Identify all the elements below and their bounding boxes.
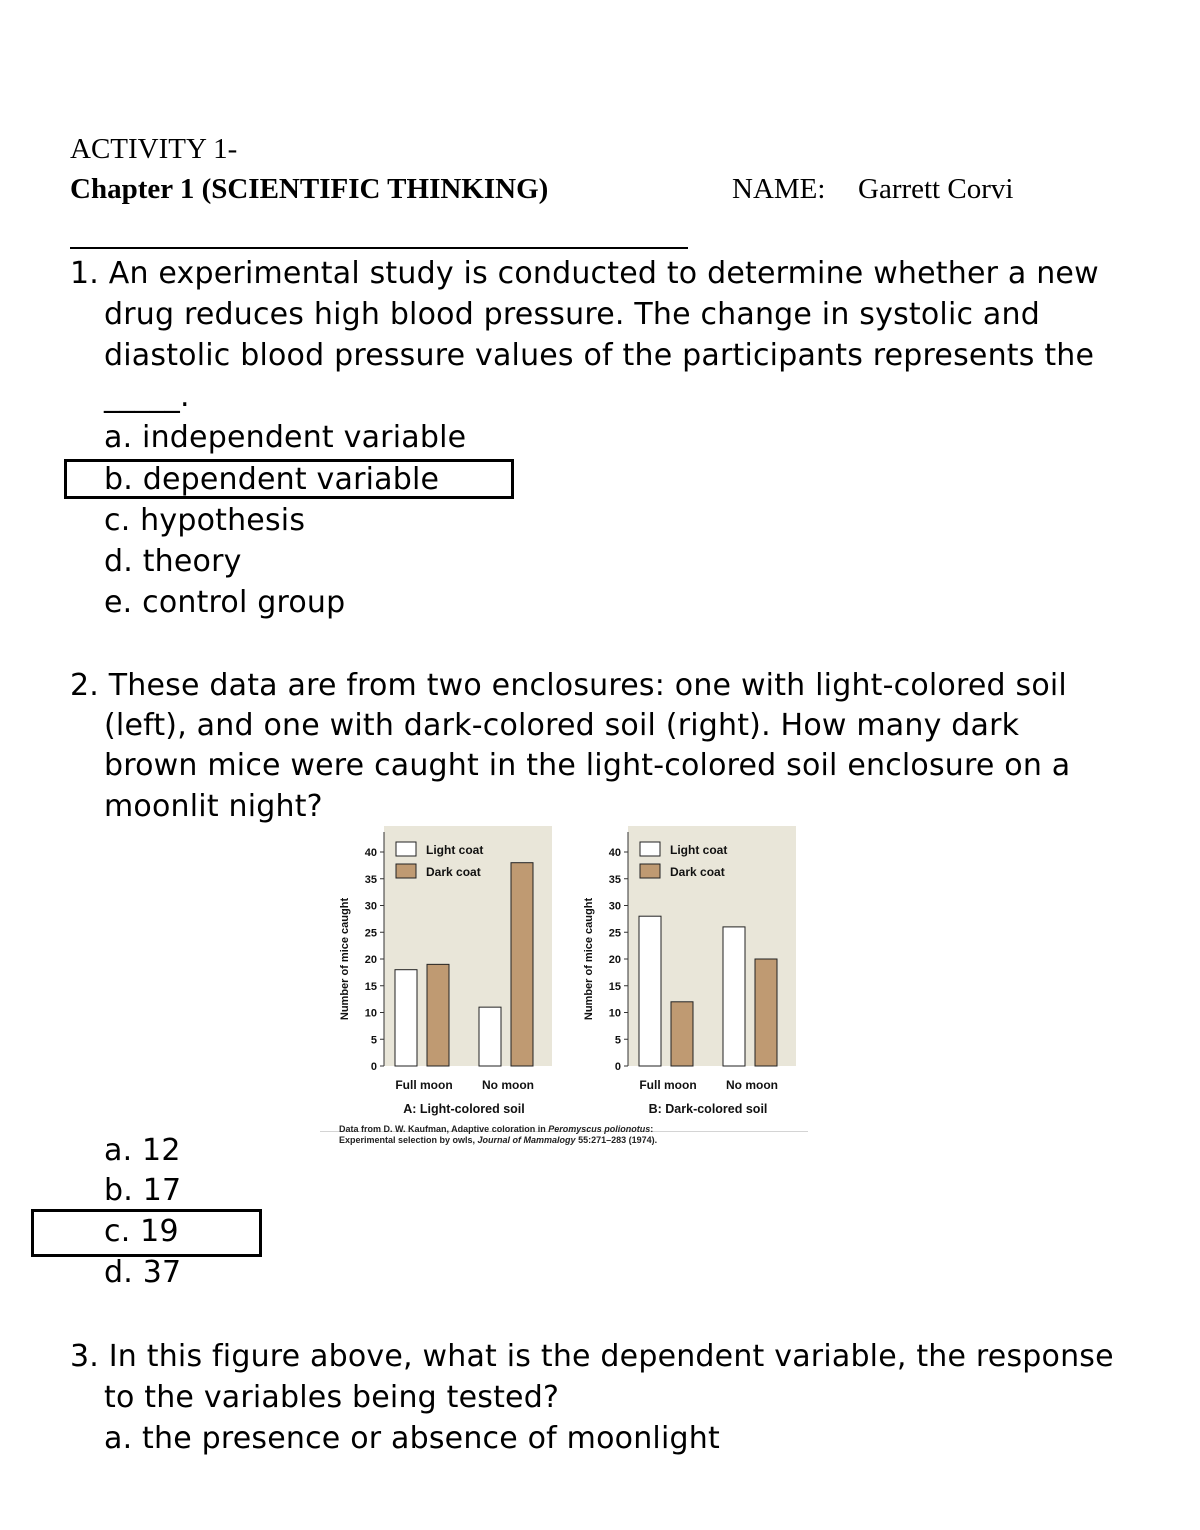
chart-title: B: Dark-colored soil	[648, 1102, 768, 1116]
y-tick-label: 40	[364, 847, 377, 859]
chapter-title: Chapter 1 (SCIENTIFIC THINKING)	[70, 173, 549, 205]
legend-label: Dark coat	[426, 865, 481, 879]
y-tick-label: 15	[364, 980, 377, 993]
x-tick-label: No moon	[726, 1078, 778, 1092]
y-tick-label: 30	[364, 900, 377, 913]
y-tick-label: 40	[608, 847, 621, 859]
q2-answer-box	[31, 1209, 262, 1257]
legend-swatch	[640, 864, 660, 878]
y-tick-label: 20	[608, 954, 621, 966]
q1-line: drug reduces high blood pressure. The change in systolic and	[104, 297, 1040, 332]
q2-line: brown mice were caught in the light-colored soil enclosure on a	[104, 748, 1071, 783]
student-name: Garrett Corvi	[858, 173, 1014, 205]
activity-title: ACTIVITY 1-	[70, 133, 238, 165]
x-tick-label: Full moon	[395, 1078, 453, 1092]
bar-dark-coat	[671, 1002, 693, 1066]
figure-credit-line-1: Data from D. W. Kaufman, Adaptive coloration in Peromyscus polionotus:	[339, 1124, 654, 1134]
y-axis-label: Number of mice caught	[583, 897, 595, 1021]
y-tick-label: 0	[614, 1061, 621, 1073]
y-axis-label: Number of mice caught	[339, 897, 351, 1021]
bar-light-coat	[479, 1007, 501, 1066]
q3-option-a[interactable]: a. the presence or absence of moonlight	[104, 1421, 720, 1456]
legend-label: Light coat	[426, 843, 484, 857]
chart-light-soil	[334, 826, 556, 1122]
y-tick-label: 30	[608, 900, 621, 913]
y-tick-label: 5	[614, 1034, 621, 1047]
y-tick-label: 10	[364, 1007, 377, 1020]
bar-dark-coat	[755, 959, 777, 1066]
q2-option-a[interactable]: a. 12	[104, 1133, 181, 1168]
q1-line: _____.	[104, 379, 190, 414]
q2-option-d[interactable]: d. 37	[104, 1255, 182, 1290]
x-tick-label: Full moon	[639, 1078, 697, 1092]
y-tick-label: 25	[364, 927, 377, 940]
legend-label: Light coat	[670, 843, 728, 857]
q1-line: diastolic blood pressure values of the participants represents the	[104, 338, 1095, 373]
q1-line: 1. An experimental study is conducted to determine whether a new	[70, 256, 1099, 291]
y-tick-label: 15	[608, 980, 621, 993]
q3-line: 3. In this figure above, what is the dependent variable, the response	[70, 1339, 1114, 1374]
chart-title: A: Light-colored soil	[403, 1102, 525, 1116]
y-tick-label: 0	[370, 1061, 377, 1073]
q1-option-a[interactable]: a. independent variable	[104, 420, 467, 455]
bar-light-coat	[395, 970, 417, 1066]
x-tick-label: No moon	[482, 1078, 534, 1092]
q1-answer-box	[64, 459, 514, 499]
legend-label: Dark coat	[670, 865, 725, 879]
legend-swatch	[396, 842, 416, 856]
q2-line: 2. These data are from two enclosures: one with light-colored soil	[70, 668, 1067, 703]
q2-line: moonlit night?	[104, 789, 323, 824]
figure-credit-line-2: Experimental selection by owls, Journal of Mammalogy 55:271–283 (1974).	[339, 1135, 658, 1145]
y-tick-label: 5	[370, 1034, 377, 1047]
q1-option-b[interactable]: b. dependent variable	[104, 462, 440, 497]
y-tick-label: 20	[364, 954, 377, 966]
q1-option-c[interactable]: c. hypothesis	[104, 503, 306, 538]
y-tick-label: 25	[608, 927, 621, 940]
y-tick-label: 35	[608, 873, 621, 886]
q3-line: to the variables being tested?	[104, 1380, 560, 1415]
q2-option-c[interactable]: c. 19	[104, 1214, 179, 1249]
header-divider	[70, 247, 688, 249]
legend-swatch	[396, 864, 416, 878]
name-label: NAME:	[732, 173, 826, 205]
y-tick-label: 10	[608, 1007, 621, 1020]
bar-light-coat	[723, 927, 745, 1066]
q2-option-b[interactable]: b. 17	[104, 1173, 182, 1208]
q1-option-d[interactable]: d. theory	[104, 544, 242, 579]
chart-dark-soil	[578, 826, 800, 1122]
legend-swatch	[640, 842, 660, 856]
y-tick-label: 35	[364, 873, 377, 886]
bar-dark-coat	[511, 863, 533, 1066]
q2-line: (left), and one with dark-colored soil (right). How many dark	[104, 708, 1020, 743]
bar-dark-coat	[427, 964, 449, 1066]
bar-light-coat	[639, 916, 661, 1066]
q1-option-e[interactable]: e. control group	[104, 585, 346, 620]
